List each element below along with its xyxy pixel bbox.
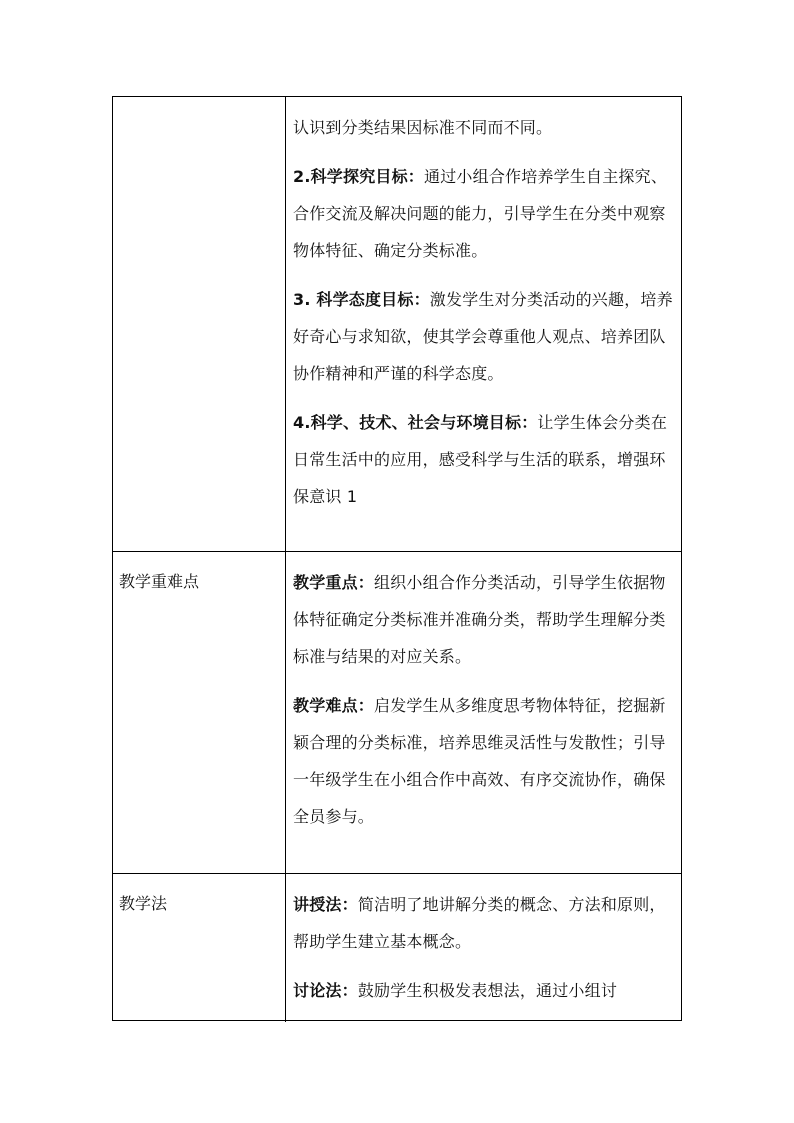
paragraph-text: 简洁明了地讲解分类的概念、方法和原则，帮助学生建立基本概念。 [293,895,666,951]
paragraph-text: 启发学生从多维度思考物体特征，挖掘新颖合理的分类标准，培养思维灵活性与发散性；引导一年级学生在小组合作中高效、有序交流协作，确保全员参与。 [293,696,666,826]
paragraph-heading: 讨论法： [293,981,358,1000]
row-label: 教学重难点 [113,552,286,873]
lesson-plan-table [112,96,682,1021]
paragraph-text: 让学生体会分类在日常生活中的应用，感受科学与生活的联系，增强环保意识 1 [293,413,668,506]
row-label [113,97,286,551]
table-row-key-difficult-points [113,552,681,874]
paragraph-difficult-point [293,687,677,835]
paragraph-heading: 教学难点： [293,696,375,715]
table-row-teaching-methods [113,874,681,1022]
paragraph-text: 通过小组合作培养学生自主探究、合作交流及解决问题的能力，引导学生在分类中观察物体特征、确定分类标准。 [293,167,668,260]
paragraph-heading: 讲授法： [293,895,358,914]
paragraph-science-inquiry-goal [293,158,677,269]
paragraph-heading: 2.科学探究目标： [293,167,425,186]
paragraph-objective-continued [293,109,677,146]
row-label: 教学法 [113,874,286,1022]
paragraph-lecture-method [293,886,677,960]
paragraph-key-point [293,564,677,675]
paragraph-text: 激发学生对分类活动的兴趣，培养好奇心与求知欲，使其学会尊重他人观点、培养团队协作精神和严谨的科学态度。 [293,290,673,383]
row-content [286,97,681,551]
paragraph-discussion-method [293,972,677,1009]
paragraph-text: 组织小组合作分类活动，引导学生依据物体特征确定分类标准并准确分类，帮助学生理解分类标准与结果的对应关系。 [293,573,666,666]
row-content [286,552,681,873]
paragraph-science-attitude-goal [293,281,677,392]
paragraph-text: 认识到分类结果因标准不同而不同。 [293,118,553,137]
row-content [286,874,681,1022]
paragraph-heading: 教学重点： [293,573,375,592]
paragraph-stse-goal [293,404,677,515]
paragraph-heading: 4.科学、技术、社会与环境目标： [293,413,538,432]
paragraph-heading: 3. 科学态度目标： [293,290,430,309]
paragraph-text: 鼓励学生积极发表想法，通过小组讨 [357,981,618,1000]
table-row-objectives [113,97,681,552]
